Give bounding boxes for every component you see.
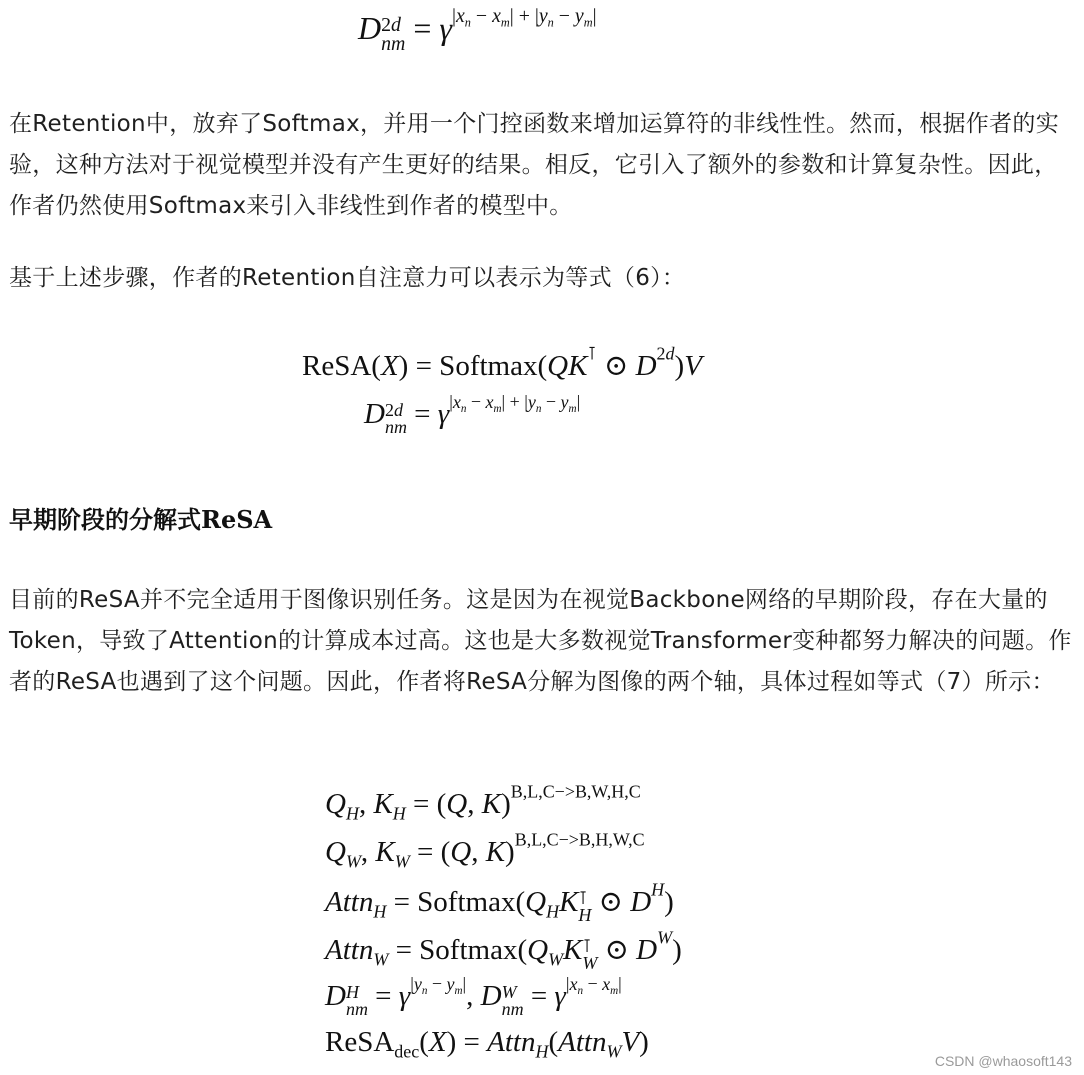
equation-7-line-6: ReSA$_{dec}$(X) = Attn$_H$(Attn$_W$V) [325, 1026, 649, 1062]
section-heading-decomposed-resa: 早期阶段的分解式ReSA [9, 505, 273, 534]
equation-6-resa: ReSA(X) = Softmax(QK⊺ ⊙ $D^{2d})V$ [302, 343, 702, 382]
paragraph-equation-6-intro: 基于上述步骤，作者的Retention自注意力可以表示为等式（6）： [9, 265, 686, 291]
paragraph-softmax-rationale: 在Retention中，放弃了Softmax，并用一个门控函数来增加运算符的非线性性。然而，根据作者的实验，这种方法对于视觉模型并没有产生更好的结果。相反，它引入了额外的参数和计算复杂性。因此，作者仍然使用Softmax来引入非线性到作者的模型中。 [9, 111, 1059, 219]
equation-7-line-3: Attn$_H$ = $Softmax(Q_HK$ ⊺ H ⊙ $D^H$) [325, 879, 674, 926]
equation-7-line-1: $Q_H$, $K_H = (Q$, K)$^{B,L,C->B,W,H,C}$ [325, 781, 641, 824]
equation-7-line-2: $Q_W$, $K_W = (Q$, K)$^{B,L,C->B,H,W,C}$ [325, 829, 645, 872]
paragraph-decomposition-intro: 目前的ReSA并不完全适用于图像识别任务。这是因为在视觉Backbone网络的早期阶段，存在大量的Token，导致了Attention的计算成本过高。这也是大多数视觉Transformer变种都努力解决的问题。作者的ReSA也遇到了这个问题。因此，作者将ReSA分解为图像的两个轴，具体过程如等式（7）所示： [9, 587, 1072, 695]
equation-top-decay-matrix: D 2d nm = $\gamma^{|x_n - x_m| + |y_n - y_m|}$ [358, 5, 597, 56]
csdn-watermark: CSDN @whaosoft143 [934, 1053, 1072, 1069]
equation-7-line-4: Attn$_W$ = $Softmax(Q_WK$ ⊺ W ⊙ $D^W$) [325, 927, 682, 974]
equation-7-line-5: D H nm = $\gamma^{|y_n - y_m|}$, D W nm = $\gamma^{|x_n - x_m|}$ [325, 973, 622, 1020]
equation-6-decay-matrix: D 2d nm = $\gamma^{|x_n - x_m| + |y_n - y_m|}$ [364, 391, 581, 438]
